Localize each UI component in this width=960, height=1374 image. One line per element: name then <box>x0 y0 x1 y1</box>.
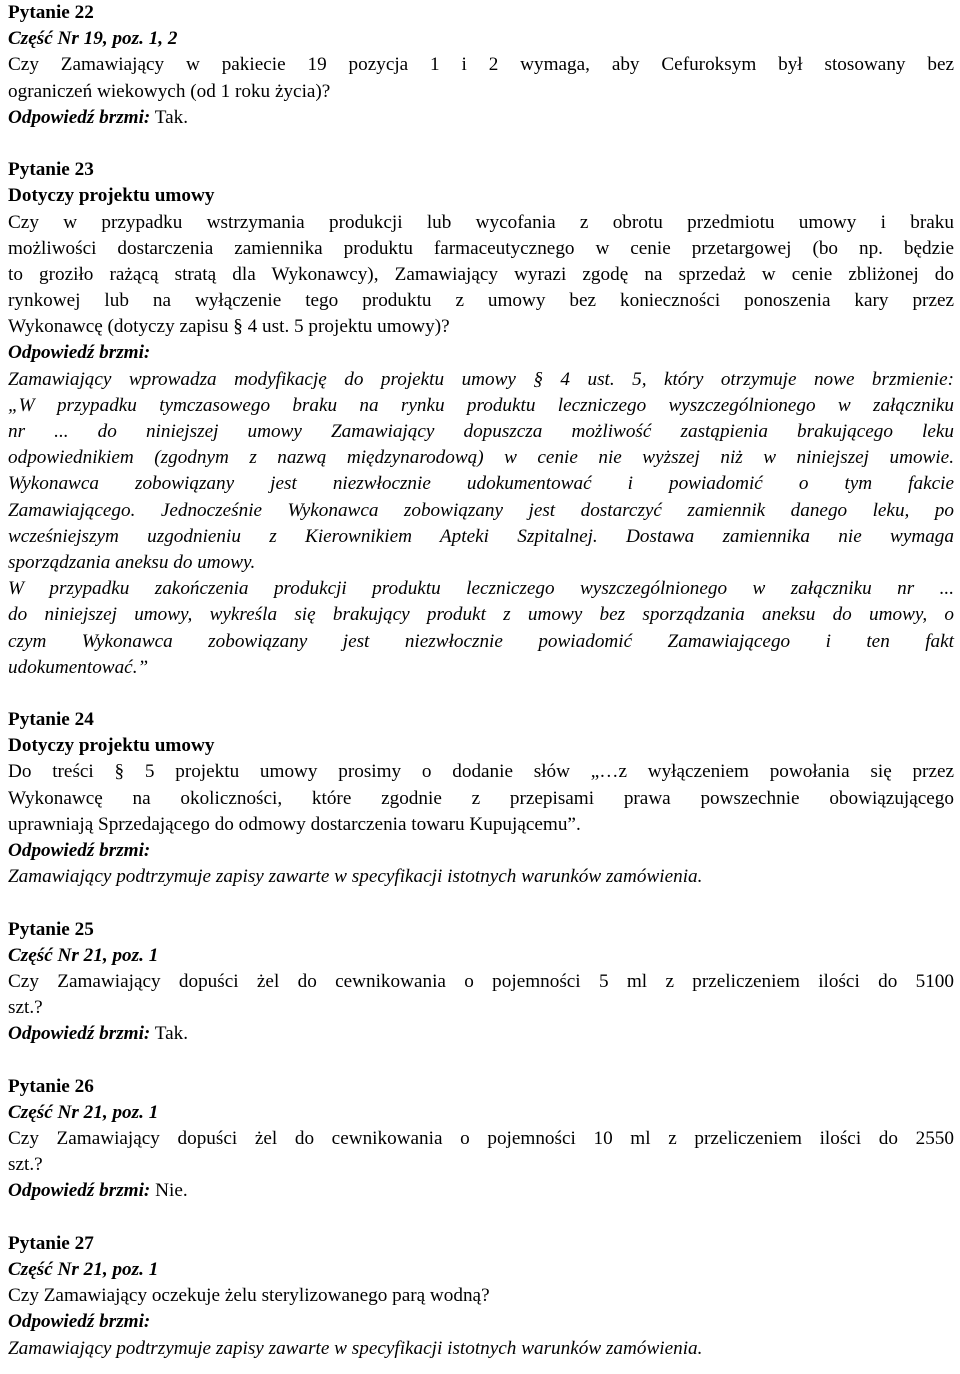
question-text-line: możliwości dostarczenia zamiennika produktu farmaceutycznego w cenie przetargowej (bo np. będzie <box>8 237 954 259</box>
question-text-line: szt.? <box>8 1154 43 1176</box>
question-text-line: Czy Zamawiający dopuści żel do cewnikowania o pojemności 5 ml z przeliczeniem ilości do 5100 <box>8 970 954 992</box>
question-text-line: Czy Zamawiający oczekuje żelu sterylizowanego parą wodną? <box>8 1285 490 1307</box>
question-text-line: Do treści § 5 projektu umowy prosimy o dodanie słów „…z wyłączeniem powołania się przez <box>8 761 954 783</box>
answer-text-line: odpowiednikiem (zgodnym z nazwą międzynarodową) w cenie nie wyższej niż w niniejszej umowie. <box>8 447 954 469</box>
question-text-line: Wykonawcę na okoliczności, które zgodnie z przepisami prawa powszechnie obowiązującego <box>8 787 954 809</box>
answer-text-line: wcześniejszym uzgodnieniu z Kierownikiem Apteki Szpitalnej. Dostawa zamiennika nie wymaga <box>8 525 954 547</box>
answer-label: Odpowiedź brzmi: <box>8 1180 151 1202</box>
question-subheading: Dotyczy projektu umowy <box>8 735 215 757</box>
spacer <box>8 890 954 916</box>
question-subheading: Część Nr 21, poz. 1 <box>8 1259 159 1280</box>
answer-text-line: do niniejszej umowy, wykreśla się brakujący produkt z umowy bez sporządzania aneksu do umowy, o <box>8 604 954 626</box>
question-heading: Pytanie 24 <box>8 709 94 731</box>
answer-value: Tak. <box>150 1023 189 1045</box>
answer-text-line: „W przypadku tymczasowego braku na rynku produktu leczniczego wyszczególnionego w załączniku <box>8 394 954 416</box>
question-text-line: Wykonawcę (dotyczy zapisu § 4 ust. 5 projektu umowy)? <box>8 316 450 338</box>
question-heading: Pytanie 27 <box>8 1232 94 1254</box>
question-subheading: Część Nr 21, poz. 1 <box>8 1101 159 1123</box>
question-text-line: ograniczeń wiekowych (od 1 roku życia)? <box>8 80 331 102</box>
answer-line <box>8 105 954 131</box>
answer-text-line: Zamawiający podtrzymuje zapisy zawarte w specyfikacji istotnych warunków zamówienia. <box>8 866 703 888</box>
answer-text-line: W przypadku zakończenia produkcji produktu leczniczego wyszczególnionego w załączniku nr ... <box>8 578 954 600</box>
answer-label: Odpowiedź brzmi: <box>8 840 151 861</box>
question-text-line: Czy Zamawiający dopuści żel do cewnikowania o pojemności 10 ml z przeliczeniem ilości do 2550 <box>8 1128 954 1150</box>
answer-label: Odpowiedź brzmi: <box>8 342 151 364</box>
question-text-line: Czy Zamawiający w pakiecie 19 pozycja 1 i 2 wymaga, aby Cefuroksym był stosowany bez <box>8 54 954 76</box>
answer-text-line: udokumentować.” <box>8 656 149 678</box>
answer-text-line: czym Wykonawca zobowiązany jest niezwłocznie powiadomić Zamawiającego i ten fakt <box>8 630 954 652</box>
question-heading: Pytanie 26 <box>8 1075 94 1097</box>
answer-text-line: nr ... do niniejszej umowy Zamawiający dopuszcza możliwość zastąpienia brakującego leku <box>8 421 954 442</box>
question-subheading: Część Nr 19, poz. 1, 2 <box>8 28 178 50</box>
answer-text-line: Zamawiający podtrzymuje zapisy zawarte w specyfikacji istotnych warunków zamówienia. <box>8 1337 703 1359</box>
answer-value: Nie. <box>150 1180 188 1202</box>
question-text-line: szt.? <box>8 997 43 1019</box>
question-heading: Pytanie 23 <box>8 159 94 181</box>
question-text-line: to groziło rażącą stratą dla Wykonawcy), Zamawiający wyrazi zgodę na sprzedaż w cenie zbliżonej do <box>8 263 954 285</box>
spacer <box>8 131 954 157</box>
answer-text-line: sporządzania aneksu do umowy. <box>8 551 256 573</box>
question-text-line: uprawniają Sprzedającego do odmowy dostarczenia towaru Kupującemu”. <box>8 813 581 835</box>
answer-label: Odpowiedź brzmi: <box>8 106 151 128</box>
answer-text-line: Zamawiający wprowadza modyfikację do projektu umowy § 4 ust. 5, który otrzymuje nowe brzmienie: <box>8 368 954 390</box>
question-text-line: Czy w przypadku wstrzymania produkcji lub wycofania z obrotu przedmiotu umowy i braku <box>8 211 954 233</box>
question-heading: Pytanie 22 <box>8 2 94 23</box>
spacer <box>8 681 954 707</box>
answer-line <box>8 1021 954 1047</box>
answer-line <box>8 1178 954 1204</box>
question-subheading: Dotyczy projektu umowy <box>8 185 215 207</box>
answer-text-line: Wykonawca zobowiązany jest niezwłocznie udokumentować i powiadomić o tym fakcie <box>8 473 954 495</box>
question-subheading: Część Nr 21, poz. 1 <box>8 944 159 966</box>
question-heading: Pytanie 25 <box>8 918 94 940</box>
question-text-line: rynkowej lub na wyłączenie tego produktu z umowy bez konieczności ponoszenia kary przez <box>8 290 954 312</box>
answer-label: Odpowiedź brzmi: <box>8 1311 151 1333</box>
answer-text-line: Zamawiającego. Jednocześnie Wykonawca zobowiązany jest dostarczyć zamiennik danego leku, po <box>8 499 954 521</box>
spacer <box>8 1048 954 1074</box>
answer-value: Tak. <box>150 106 189 128</box>
answer-label: Odpowiedź brzmi: <box>8 1023 151 1045</box>
spacer <box>8 1205 954 1231</box>
